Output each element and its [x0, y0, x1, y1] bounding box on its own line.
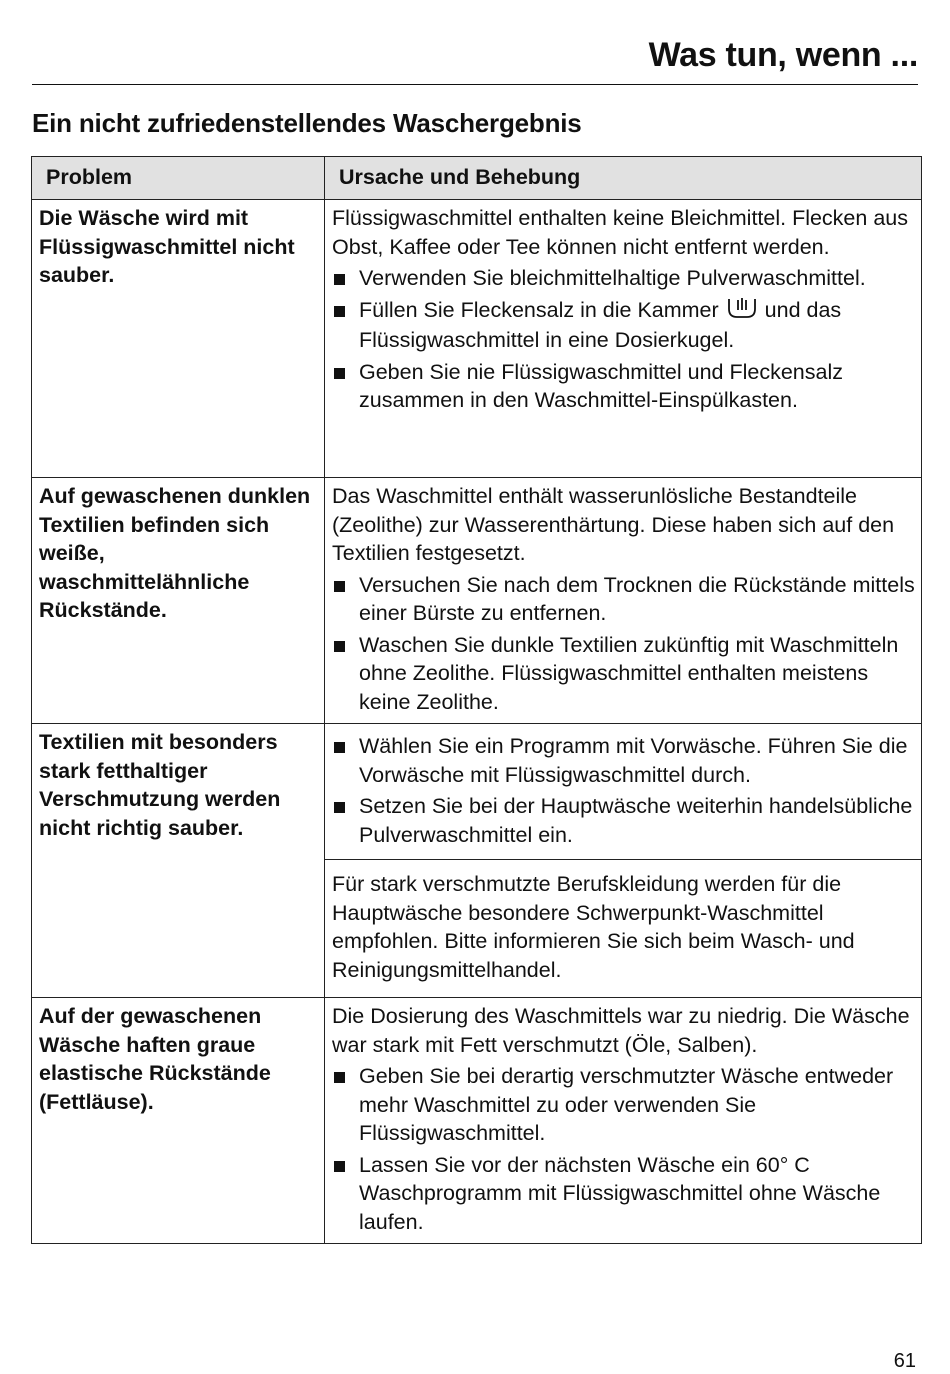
- problem-cell: Textilien mit besonders stark fetthaltiger Verschmutzung werden nicht richtig sauber.: [32, 724, 325, 998]
- bullet-text-before-icon: Füllen Sie Fleckensalz in die Kammer: [359, 297, 719, 322]
- column-header-problem: Problem: [32, 157, 325, 200]
- bullet-item: Geben Sie bei derartig verschmutzter Wäsche entweder mehr Waschmittel zu oder verwenden Sie Flüssigwaschmittel.: [332, 1062, 915, 1148]
- note-cell: Für stark verschmutzte Berufskleidung werden für die Hauptwäsche besondere Schwerpunkt-Waschmittel empfohlen. Bitte informieren Sie sich beim Wasch- und Reinigungsmittelhandel.: [325, 860, 922, 998]
- bullet-item: Wählen Sie ein Programm mit Vorwäsche. Führen Sie die Vorwäsche mit Flüssigwaschmittel durch.: [332, 732, 915, 789]
- table-row: [32, 724, 922, 860]
- cause-cell: [325, 478, 922, 724]
- cause-intro: Die Dosierung des Waschmittels war zu niedrig. Die Wäsche war stark mit Fett verschmutzt (Öle, Salben).: [332, 1004, 910, 1057]
- problem-cell: Auf der gewaschenen Wäsche haften graue elastische Rückstände (Fettläuse).: [32, 998, 325, 1244]
- bullet-item: Setzen Sie bei der Hauptwäsche weiterhin handelsübliche Pulverwaschmittel ein.: [332, 792, 915, 849]
- cause-cell: [325, 724, 922, 860]
- table-row: [32, 478, 922, 724]
- cause-intro: Das Waschmittel enthält wasserunlösliche Bestandteile (Zeolithe) zur Wasserenthärtung. Diese haben sich auf den Textilien festgesetzt.: [332, 484, 895, 565]
- page-header-title: Was tun, wenn ...: [648, 36, 918, 74]
- problem-cell: Die Wäsche wird mit Flüssigwaschmittel nicht sauber.: [32, 200, 325, 478]
- problem-cell: Auf gewaschenen dunklen Textilien befinden sich weiße, waschmittelähnliche Rückstände.: [32, 478, 325, 724]
- bullet-item: [332, 296, 915, 355]
- bullet-item: Geben Sie nie Flüssigwaschmittel und Fleckensalz zusammen in den Waschmittel-Einspülkasten.: [332, 358, 915, 415]
- table-row: [32, 200, 922, 478]
- table-header-row: [32, 157, 922, 200]
- page-number: 61: [893, 1350, 916, 1372]
- cause-cell: [325, 200, 922, 478]
- cause-cell: [325, 998, 922, 1244]
- bullet-text-after-icon: und das Flüssigwaschmittel in eine Dosierkugel.: [359, 297, 842, 352]
- section-heading: Ein nicht zufriedenstellendes Waschergebnis: [32, 108, 582, 138]
- compartment-icon: [727, 297, 757, 327]
- bullet-item: Lassen Sie vor der nächsten Wäsche ein 60° C Waschprogramm mit Flüssigwaschmittel ohne Wäsche laufen.: [332, 1151, 915, 1237]
- cause-intro: Flüssigwaschmittel enthalten keine Bleichmittel. Flecken aus Obst, Kaffee oder Tee können nicht entfernt werden.: [332, 206, 908, 259]
- bullet-item: Verwenden Sie bleichmittelhaltige Pulverwaschmittel.: [332, 264, 915, 293]
- column-header-cause: Ursache und Behebung: [325, 157, 922, 200]
- table-row: [32, 998, 922, 1244]
- bullet-item: Versuchen Sie nach dem Trocknen die Rückstände mittels einer Bürste zu entfernen.: [332, 571, 915, 628]
- troubleshooting-table: [31, 156, 922, 1244]
- bullet-item: Waschen Sie dunkle Textilien zukünftig mit Waschmitteln ohne Zeolithe. Flüssigwaschmittel enthalten meistens keine Zeolithe.: [332, 631, 915, 717]
- header-divider: [32, 84, 918, 85]
